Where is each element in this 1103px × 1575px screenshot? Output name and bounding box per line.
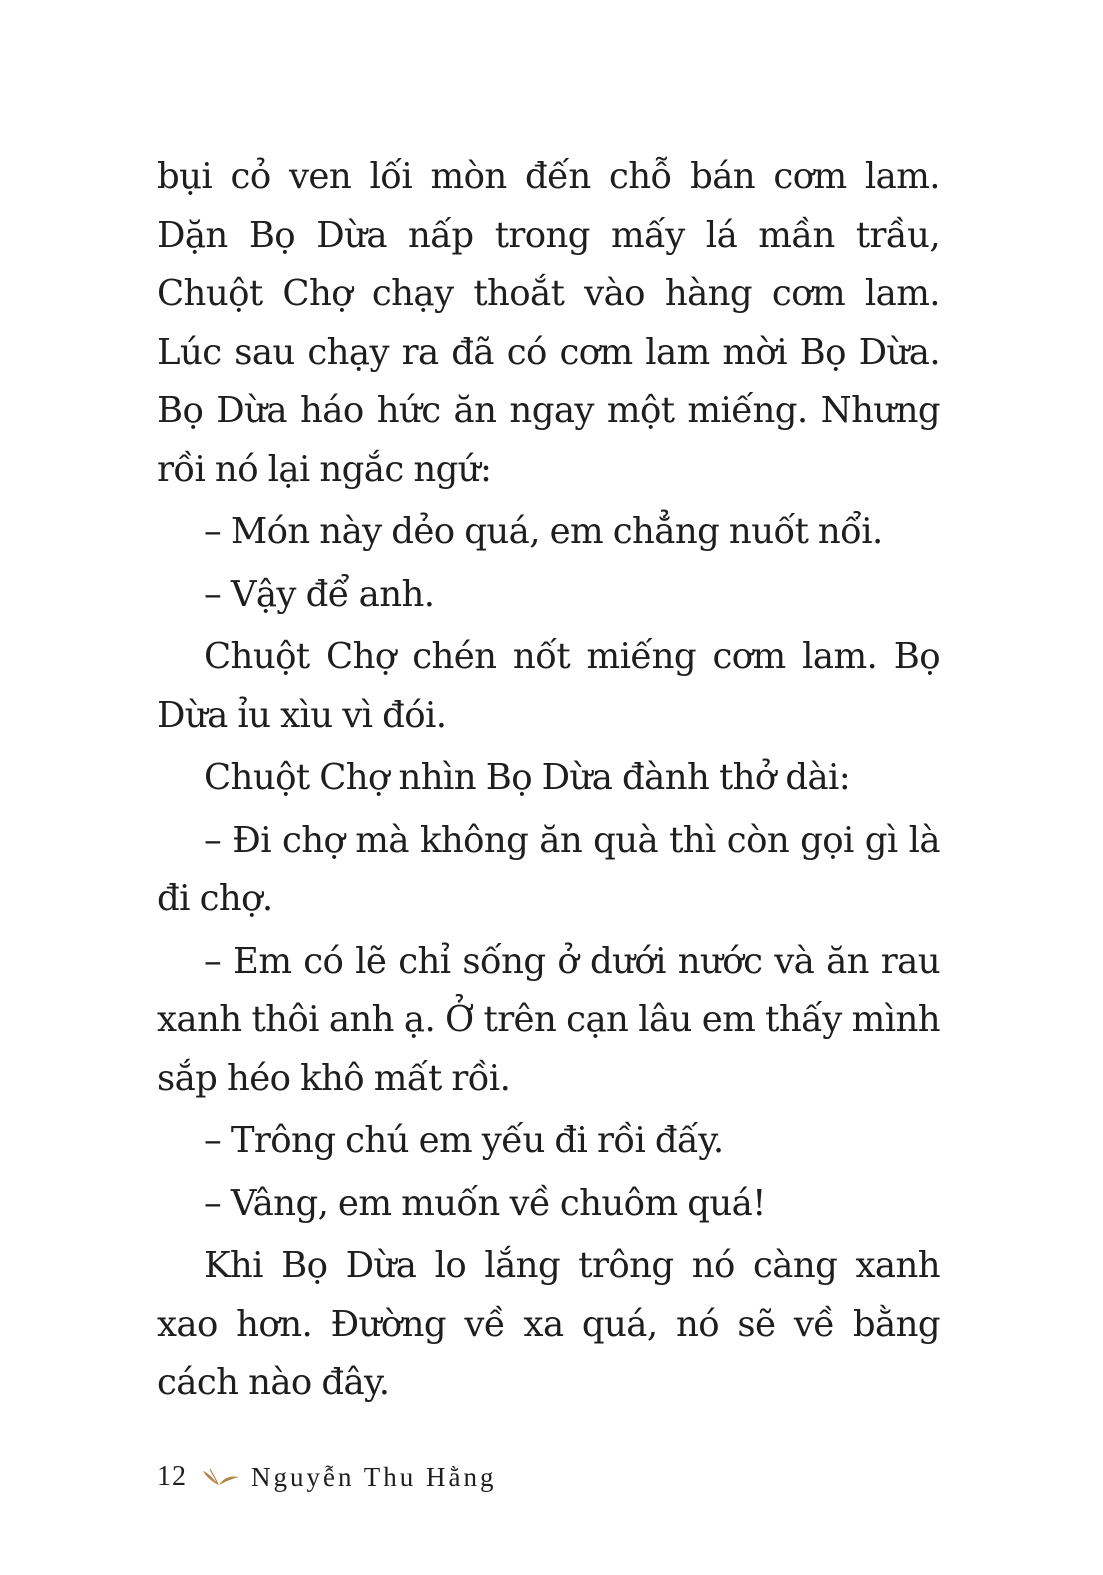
paragraph: – Món này dẻo quá, em chẳng nuốt nổi. <box>204 511 883 552</box>
paragraph: Chuột Chợ chén nốt miếng cơm lam. Bọ Dừa ỉu xìu vì đói. <box>157 636 940 736</box>
paragraph: – Trông chú em yếu đi rồi đấy. <box>204 1120 724 1161</box>
page-footer <box>157 1455 496 1499</box>
paragraph: Chuột Chợ nhìn Bọ Dừa đành thở dài: <box>204 757 851 798</box>
paragraph: Khi Bọ Dừa lo lắng trông nó càng xanh xao hơn. Đường về xa quá, nó sẽ về bằng cách nào đây. <box>157 1245 940 1403</box>
paragraph: – Đi chợ mà không ăn quà thì còn gọi gì là đi chợ. <box>157 819 940 919</box>
page-body <box>157 148 940 1417</box>
paragraph: – Em có lẽ chỉ sống ở dưới nước và ăn rau xanh thôi anh ạ. Ở trên cạn lâu em thấy mình sắp héo khô mất rồi. <box>157 940 940 1099</box>
author-name: Nguyễn Thu Hằng <box>251 1461 497 1492</box>
paragraph: – Vâng, em muốn về chuôm quá! <box>204 1182 766 1224</box>
leaf-ornament-icon <box>201 1465 241 1489</box>
paragraph: bụi cỏ ven lối mòn đến chỗ bán cơm lam. Dặn Bọ Dừa nấp trong mấy lá mần trầu, Chuột Chợ chạy thoắt vào hàng cơm lam. Lúc sau chạy ra đã có cơm lam mời Bọ Dừa. Bọ Dừa háo hức ăn ngay một miếng. Nhưng rồi nó lại ngắc ngứ: <box>157 156 940 490</box>
page-number: 12 <box>157 1461 187 1492</box>
paragraph: – Vậy để anh. <box>204 573 435 615</box>
